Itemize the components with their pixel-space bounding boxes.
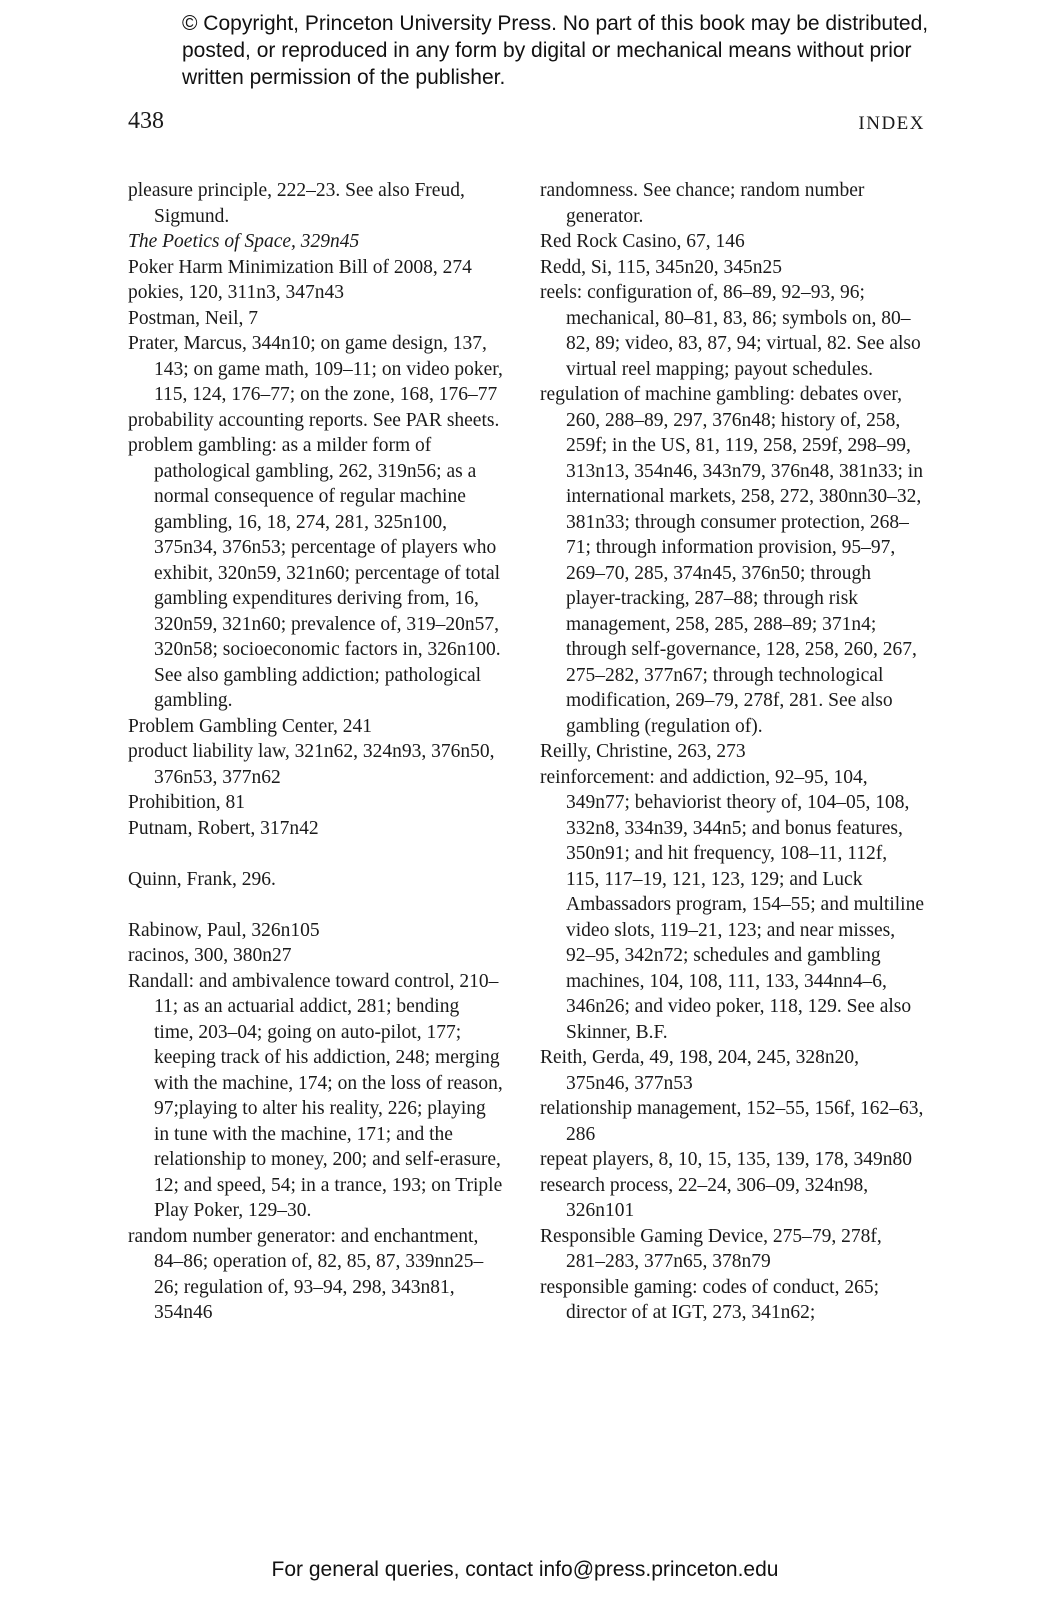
index-entry: problem gambling: as a milder form of pathological gambling, 262, 319n56; as a normal consequence of regular machine gambling, 16, 18, 274, 281, 325n100, 375n34, 376n53; percentage of players who exhibit, 320n59, 321n60; percentage of total gambling expenditures deriving from, 16, 320n59, 321n60; prevalence of, 319–20n57, 320n58; socioeconomic factors in, 326n100. See also gambling addiction; pathological gambling.: [128, 435, 501, 711]
index-entry: randomness. See chance; random number generator.: [540, 180, 865, 227]
index-entry: research process, 22–24, 306–09, 324n98, 326n101: [540, 1174, 869, 1221]
index-entry: Prohibition, 81: [128, 792, 246, 813]
index-entry: regulation of machine gambling: debates over, 260, 288–89, 297, 376n48; history of, 258, 259f; in the US, 81, 119, 258, 259f, 298–99, 313n13, 354n46, 343n79, 376n48, 381n33; in international markets, 258, 272, 380nn30–32, 381n33; through consumer protection, 268–71; through information provision, 95–97, 269–70, 285, 374n45, 376n50; through player-tracking, 287–88; through risk management, 258, 285, 288–89; 371n4; through self-governance, 128, 258, 260, 267, 275–282, 377n67; through technological modification, 269–79, 278f, 281. See also gambling (regulation of).: [540, 384, 923, 737]
index-entry: Quinn, Frank, 296.: [128, 868, 276, 890]
section-gap: [128, 892, 503, 918]
index-entry: product liability law, 321n62, 324n93, 376n50, 376n53, 377n62: [128, 741, 495, 788]
index-column-left: [128, 178, 503, 1326]
index-entry: Reith, Gerda, 49, 198, 204, 245, 328n20, 375n46, 377n53: [540, 1047, 860, 1094]
index-entry: Postman, Neil, 7: [128, 307, 258, 329]
page-number: 438: [128, 108, 164, 134]
index-entry: Redd, Si, 115, 345n20, 345n25: [540, 256, 782, 278]
index-entry: Poker Harm Minimization Bill of 2008, 274: [128, 256, 472, 278]
index-entry: Problem Gambling Center, 241: [128, 715, 373, 737]
index-entry: reels: configuration of, 86–89, 92–93, 96; mechanical, 80–81, 83, 86; symbols on, 80–82, 89; video, 83, 87, 94; virtual, 82. See also virtual reel mapping; payout schedules.: [540, 282, 921, 380]
index-entry: Rabinow, Paul, 326n105: [128, 919, 320, 941]
index-entry: Putnam, Robert, 317n42: [128, 817, 319, 839]
index-entry: pokies, 120, 311n3, 347n43: [128, 282, 344, 303]
copyright-notice: © Copyright, Princeton University Press. No part of this book may be distributed, posted, or reproduced in any form by digital or mechanical means without prior written permission of the publisher.: [182, 12, 929, 89]
index-entry: Randall: and ambivalence toward control, 210–11; as an actuarial addict, 281; bending time, 203–04; going on auto-pilot, 177; keeping track of his addiction, 248; merging with the machine, 174; on the loss of reason, 97;playing to alter his reality, 226; playing in tune with the machine, 171; and the relationship to money, 200; and self-erasure, 12; and speed, 54; in a trance, 193; on Triple Play Poker, 129–30.: [128, 970, 503, 1221]
index-column-right: [540, 178, 925, 1326]
index-entry: reinforcement: and addiction, 92–95, 104, 349n77; behaviorist theory of, 104–05, 108, 332n8, 334n39, 344n5; and bonus features, 350n91; and hit frequency, 108–11, 112f, 115, 117–19, 121, 123, 129; and Luck Ambassadors program, 154–55; and multiline video slots, 119–21, 123; and near misses, 92–95, 342n72; schedules and gambling machines, 104, 108, 111, 133, 344nn4–6, 346n26; and video poker, 118, 129. See also Skinner, B.F.: [540, 766, 924, 1043]
index-entry: Red Rock Casino, 67, 146: [540, 231, 745, 252]
index-entry: repeat players, 8, 10, 15, 135, 139, 178, 349n80: [540, 1149, 913, 1170]
footer-contact: For general queries, contact info@press.princeton.edu: [271, 1558, 779, 1581]
index-entry: probability accounting reports. See PAR sheets.: [128, 409, 500, 431]
index-entry: The Poetics of Space, 329n45: [128, 231, 360, 252]
index-entry: racinos, 300, 380n27: [128, 945, 292, 966]
section-gap: [128, 841, 503, 867]
index-entry: random number generator: and enchantment, 84–86; operation of, 82, 85, 87, 339nn25–26; regulation of, 93–94, 298, 343n81, 354n46: [128, 1225, 484, 1323]
index-entry: responsible gaming: codes of conduct, 265; director of at IGT, 273, 341n62;: [540, 1276, 880, 1323]
index-entry: Responsible Gaming Device, 275–79, 278f, 281–283, 377n65, 378n79: [540, 1225, 882, 1272]
index-entry: pleasure principle, 222–23. See also Freud, Sigmund.: [128, 180, 465, 227]
running-head: INDEX: [858, 113, 925, 134]
index-entry: relationship management, 152–55, 156f, 162–63, 286: [540, 1098, 924, 1145]
index-entry: Reilly, Christine, 263, 273: [540, 741, 746, 762]
index-entry: Prater, Marcus, 344n10; on game design, 137, 143; on game math, 109–11; on video poker, 115, 124, 176–77; on the zone, 168, 176–77: [128, 333, 503, 405]
